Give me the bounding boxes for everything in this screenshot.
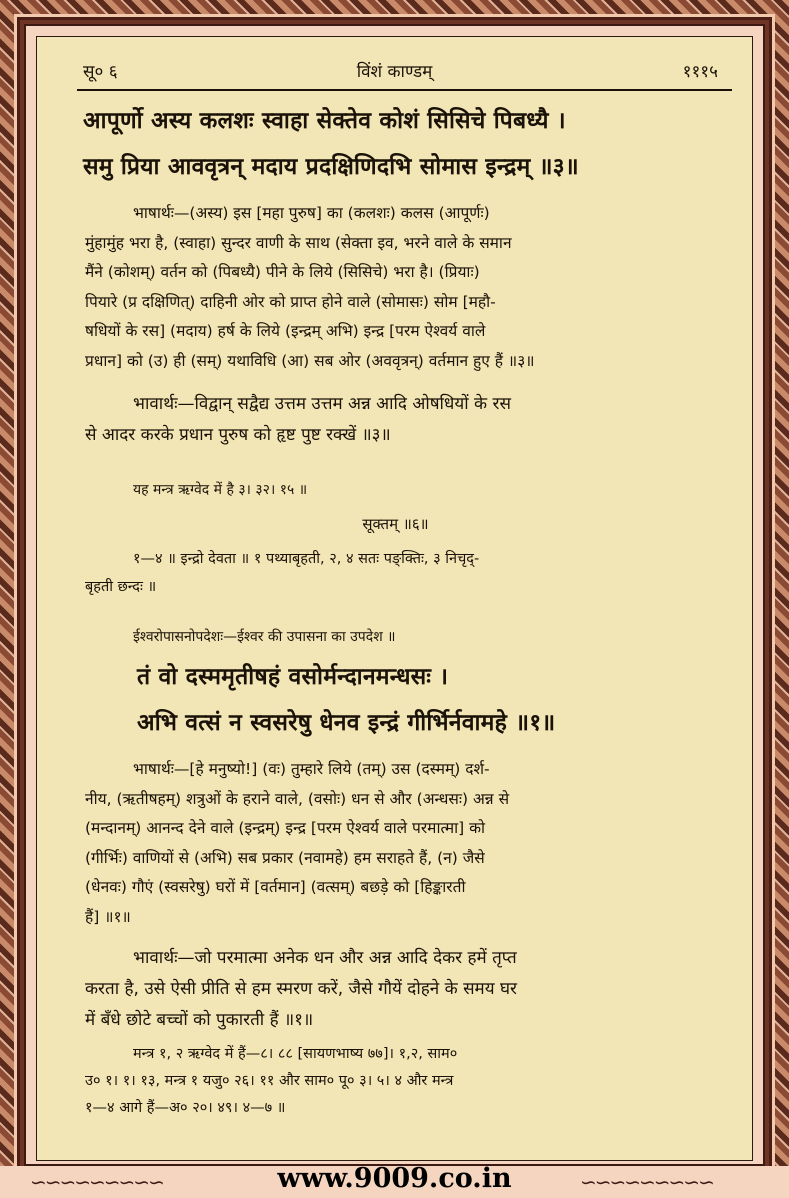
line: नीय, (ऋतीषहम्) शत्रुओं के हराने वाले, (वसोः) धन से और (अन्धसः) अन्न से (85, 789, 510, 808)
line: प्रधान] को (उ) ही (सम्) यथाविधि (आ) सब ओर (अववृत्रन्) वर्तमान हुए हैं ॥३॥ (85, 351, 535, 370)
line: भाषार्थः—(अस्य) इस [महा पुरुष] का (कलशः) कलस (आपूर्णः) (133, 204, 490, 222)
sukta-number: सू० ६ (83, 62, 118, 82)
bhavartha-1 (85, 943, 715, 1036)
line: भावार्थः—जो परमात्मा अनेक धन और अन्न आदि देकर हमें तृप्त (133, 948, 517, 968)
mantra-1-line-1: तं वो दस्ममृतीषहं वसोर्मन्दानमन्धसः । (137, 663, 449, 690)
upadesha: ईश्वरोपासनोपदेशः—ईश्वर की उपासना का उपदेश ॥ (133, 629, 396, 645)
line: हैं] ॥१॥ (85, 907, 131, 926)
mantra-3-line-1: आपूर्णो अस्य कलशः स्वाहा सेक्तेव कोशं सिसिचे पिबध्यै । (83, 107, 566, 134)
bhashartha-3 (85, 199, 715, 376)
scroll-ornament-left-icon: ∽∽∽∽∽∽∽∽∽ (30, 1170, 163, 1194)
line: मैंने (कोशम्) वर्तन को (पिबध्यै) पीने के लिये (सिसिचे) भरा है। (प्रियाः) (85, 263, 480, 281)
line: भाषार्थः—[हे मनुष्यो!] (वः) तुम्हारे लिये (तम्) उस (दस्मम्) दर्श- (133, 760, 490, 778)
sukta-info (85, 545, 715, 601)
line: भावार्थः—विद्वान् सद्वैद्य उत्तम उत्तम अन्न आदि ओषधियों के रस (133, 394, 511, 414)
scroll-ornament-right-icon: ∽∽∽∽∽∽∽∽∽ (580, 1170, 713, 1194)
line: करता है, उसे ऐसी प्रीति से हम स्मरण करें, जैसे गौयें दोहने के समय घर (85, 979, 517, 999)
line: से आदर करके प्रधान पुरुष को हृष्ट पुष्ट रक्खें ॥३॥ (85, 425, 391, 445)
reference-1 (85, 1041, 715, 1122)
line: (धेनवः) गौएं (स्वसरेषु) घरों में [वर्तमान] (वत्सम्) बछड़े को [हिङ्कारती (85, 878, 466, 896)
bhavartha-3 (85, 389, 715, 451)
kanda-title: विंशं काण्डम् (356, 62, 433, 82)
book-page (36, 36, 753, 1161)
line: (गीर्भिः) वाणियों से (अभि) सब प्रकार (नवामहे) हम सराहते हैं, (न) जैसे (85, 848, 485, 867)
line: षधियों के रस] (मदाय) हर्ष के लिये (इन्द्रम् अभि) इन्द्र [परम ऐश्वर्य वाले (85, 322, 486, 340)
header-rule (77, 89, 732, 91)
sukta-title: सूक्तम् ॥६॥ (362, 515, 429, 533)
line: में बँधे छोटे बच्चों को पुकारती हैं ॥१॥ (85, 1010, 314, 1030)
line: बृहती छन्दः ॥ (85, 579, 157, 595)
mantra-1-line-2: अभि वत्सं न स्वसरेषु धेनव इन्द्रं गीर्भिर्नवामहे ॥१॥ (137, 709, 556, 736)
page-number: १११५ (682, 62, 718, 82)
reference-3: यह मन्त्र ऋग्वेद में है ३। ३२। १५ ॥ (133, 482, 308, 498)
line: पियारे (प्र दक्षिणित्) दाहिनी ओर को प्राप्त होने वाले (सोमासः) सोम [महौ- (85, 292, 496, 311)
mantra-3-line-2: समु प्रिया आववृत्रन् मदाय प्रदक्षिणिदभि सोमास इन्द्रम् ॥३॥ (83, 153, 579, 180)
line: १—४ ॥ इन्द्रो देवता ॥ १ पथ्याबृहती, २, ४ सतः पङ्क्तिः, ३ निचृद्- (133, 551, 480, 567)
line: उ० १। १। १३, मन्त्र १ यजु० २६। ११ और साम० पू० ३। ५। ४ और मन्त्र (85, 1073, 454, 1089)
line: मुंहामुंह भरा है, (स्वाहा) सुन्दर वाणी के साथ (सेक्ता इव, भरने वाले के समान (85, 233, 512, 252)
bhashartha-1 (85, 755, 715, 932)
line: (मन्दानम्) आनन्द देने वाले (इन्द्रम्) इन्द्र [परम ऐश्वर्य वाले परमात्मा] को (85, 819, 486, 837)
line: १—४ आगे हैं—अ० २०। ४९। ४—७ ॥ (85, 1100, 286, 1116)
website-link[interactable]: www.9009.co.in (277, 1163, 512, 1194)
line: मन्त्र १, २ ऋग्वेद में हैं—८। ८८ [सायणभाष्य ७७]। १,२, साम० (133, 1046, 458, 1062)
